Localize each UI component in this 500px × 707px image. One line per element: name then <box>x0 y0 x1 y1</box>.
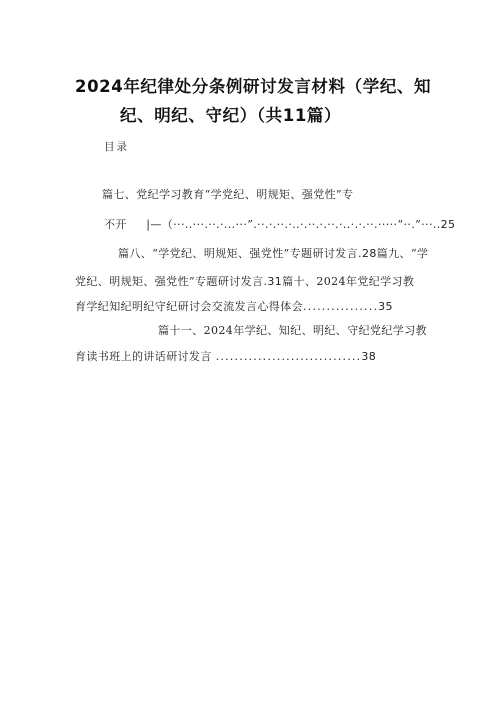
toc-entry-9-line <box>75 273 414 289</box>
document-title-line-1: 2024年纪律处分条例研讨发言材料（学纪、知 <box>75 77 432 96</box>
toc-entry-10-leader: ................ <box>303 300 379 313</box>
toc-entry-9-page: .31 <box>263 275 283 288</box>
toc-entry-7-continuation: 不开 <box>104 218 127 231</box>
toc-entry-7-text: 篇七、党纪学习教育“学党纪、明规矩、强党性”专 <box>102 188 354 201</box>
toc-entry-7-page: 25 <box>440 218 456 231</box>
toc-entry-11-leader: ............................... <box>215 350 362 363</box>
toc-entry-7-line-1 <box>102 186 353 202</box>
toc-entry-11-text-end: 育读书班上的讲话研讨发言 <box>75 350 212 363</box>
toc-entry-11-text-start: 篇十一、2024年学纪、知纪、明纪、守纪党纪学习教 <box>158 324 427 337</box>
toc-entry-8-page: .28 <box>358 247 377 260</box>
toc-heading: 目录 <box>104 141 129 153</box>
document-title-line-2: 纪、明纪、守纪）（共11篇） <box>120 106 342 125</box>
toc-entry-10-text-end: 育学纪知纪明纪守纪研讨会交流发言心得体会 <box>75 300 303 313</box>
toc-entry-7-line-2 <box>104 216 455 232</box>
toc-entry-11-line-2 <box>75 348 376 364</box>
toc-entry-10-line <box>75 298 393 314</box>
toc-entry-11-line-1 <box>158 322 427 338</box>
toc-entry-8-text: 篇八、“学党纪、明规矩、强党性”专题研讨发言 <box>118 247 359 260</box>
toc-entry-7-leader: |—（···..···.··.·...···”.··.·.··.·..·.··.·.··.·..·.·.··.·····“··.”···.. <box>146 218 441 231</box>
toc-entry-10-page: 35 <box>378 300 393 313</box>
toc-entry-9-text-start: 篇九、“学 <box>376 247 429 260</box>
toc-entry-9-text-end: 党纪、明规矩、强党性”专题研讨发言 <box>75 275 264 288</box>
toc-entry-8-line <box>118 245 428 261</box>
toc-entry-10-text-start: 篇十、2024年党纪学习教 <box>282 275 415 288</box>
toc-entry-11-page: 38 <box>361 350 377 363</box>
